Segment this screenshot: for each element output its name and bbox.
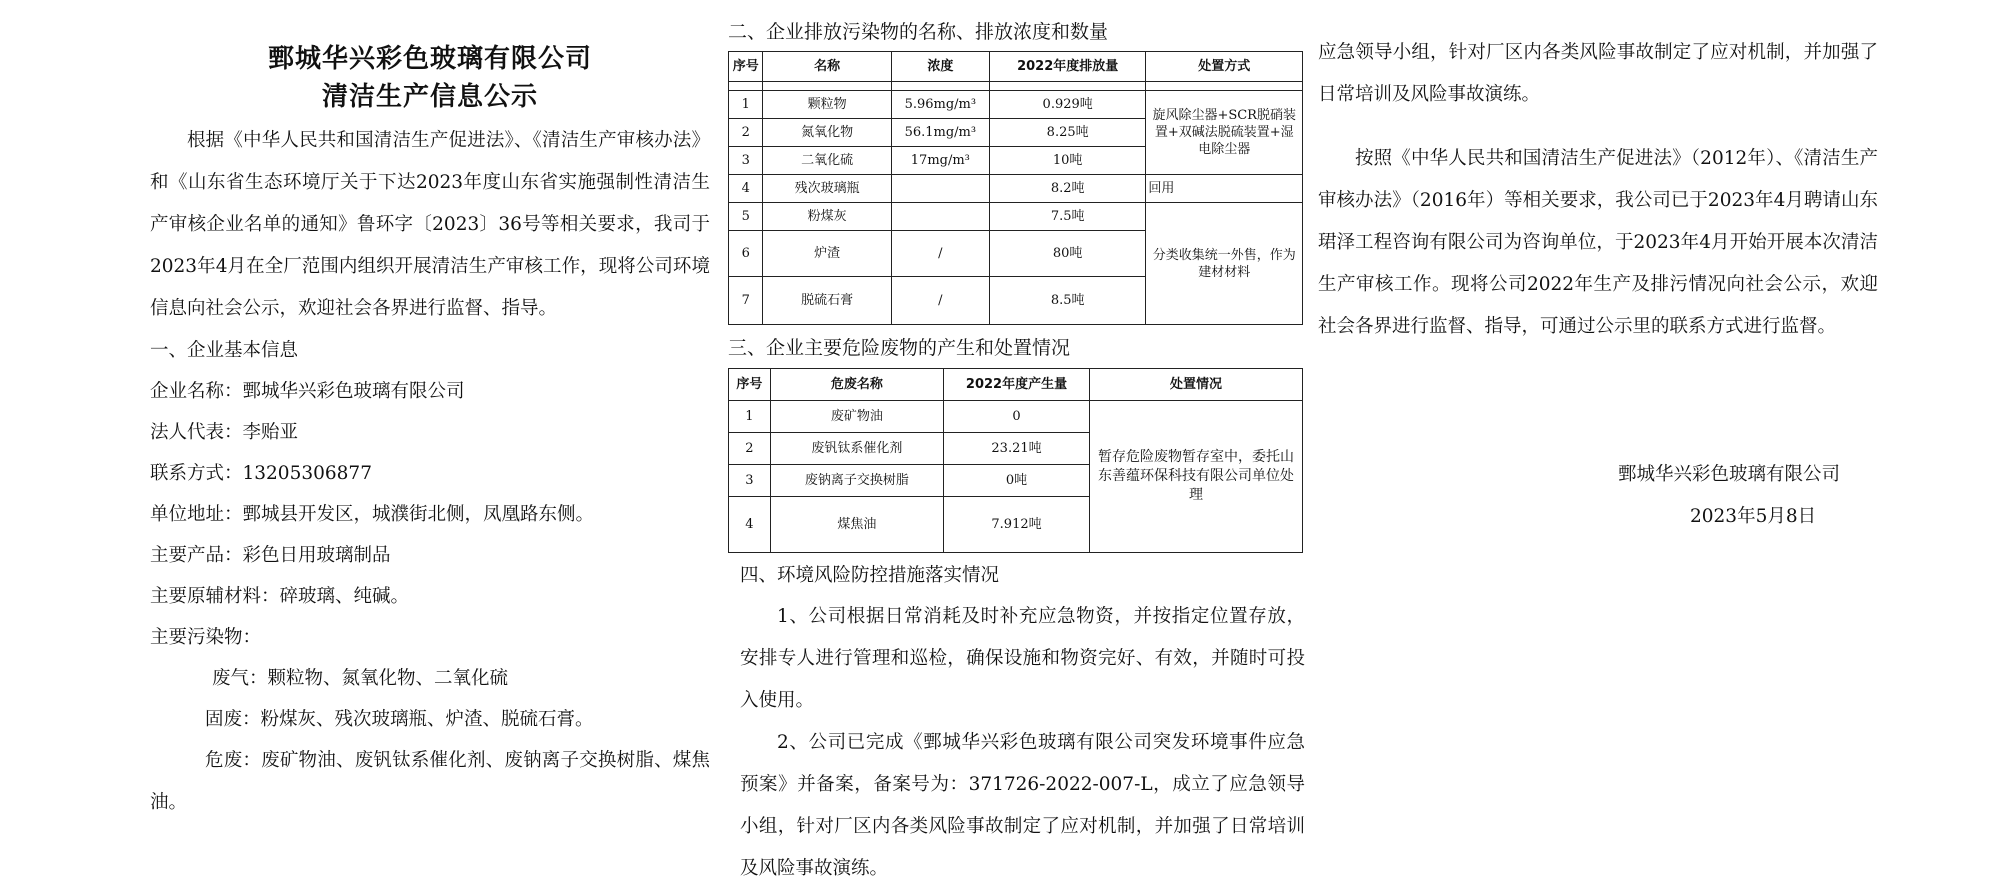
title-company: 鄄城华兴彩色玻璃有限公司 bbox=[267, 44, 592, 74]
closing-paragraph: 按照《中华人民共和国清洁生产促进法》（2012年）、《清洁生产审核办法》（2016年）等相关要求，我公司已于2023年4月聘请山东珺泽工程咨询有限公司为咨询单位，于2023年4月开始开展本次清洁生产审核工作。现将公司2022年生产及排污情况向社会公示，欢迎社会各界进行监督、指导，可通过公示里的联系方式进行监督。 bbox=[1318, 148, 1878, 337]
cell-name: 废矿物油 bbox=[770, 401, 943, 433]
section3-heading: 三、企业主要危险废物的产生和处置情况 bbox=[728, 337, 1071, 359]
signature-company: 鄄城华兴彩色玻璃有限公司 bbox=[1618, 464, 1841, 485]
cell-no: 7 bbox=[729, 277, 763, 325]
table-row bbox=[729, 175, 1303, 203]
column-right bbox=[1318, 0, 1878, 348]
signature-date: 2023年5月8日 bbox=[1690, 506, 1817, 527]
cell-name: 粉煤灰 bbox=[763, 203, 891, 231]
legal-representative: 法人代表：李贻亚 bbox=[150, 422, 299, 443]
cell-name: 煤焦油 bbox=[770, 497, 943, 553]
cell-name: 二氧化硫 bbox=[763, 147, 891, 175]
pollutants-heading: 主要污染物： bbox=[150, 627, 262, 648]
cell-no: 4 bbox=[729, 175, 763, 203]
cell-amount: 7.912吨 bbox=[943, 497, 1089, 553]
header-cell: 序号 bbox=[729, 369, 771, 401]
section4-paragraph-1: 1、公司根据日常消耗及时补充应急物资，并按指定位置存放，安排专人进行管理和巡检，确保设施和物资完好、有效，并随时可投入使用。 bbox=[740, 606, 1305, 711]
header-cell: 处置方式 bbox=[1146, 52, 1303, 82]
emissions-table bbox=[728, 51, 1303, 325]
section1-heading: 一、企业基本信息 bbox=[150, 340, 299, 361]
company-name: 企业名称：鄄城华兴彩色玻璃有限公司 bbox=[150, 381, 465, 402]
continued-text: 应急领导小组，针对厂区内各类风险事故制定了应对机制，并加强了日常培训及风险事故演练。 bbox=[1318, 42, 1878, 105]
cell-amount: 8.5吨 bbox=[989, 277, 1146, 325]
cell-name: 废钒钛系催化剂 bbox=[770, 433, 943, 465]
header-cell: 2022年度产生量 bbox=[943, 369, 1089, 401]
header-cell: 处置情况 bbox=[1090, 369, 1303, 401]
pollutants-solid: 固废：粉煤灰、残次玻璃瓶、炉渣、脱硫石膏。 bbox=[205, 709, 594, 730]
cell-amount: 10吨 bbox=[989, 147, 1146, 175]
table-row bbox=[729, 91, 1303, 119]
title-notice: 清洁生产信息公示 bbox=[321, 82, 538, 112]
cell-name: 残次玻璃瓶 bbox=[763, 175, 891, 203]
cell-amount: 0 bbox=[943, 401, 1089, 433]
column-middle bbox=[728, 0, 1305, 879]
cell-no: 4 bbox=[729, 497, 771, 553]
cell-no: 3 bbox=[729, 147, 763, 175]
cell-concentration: / bbox=[891, 277, 989, 325]
cell-name: 脱硫石膏 bbox=[763, 277, 891, 325]
header-cell: 浓度 bbox=[891, 52, 989, 82]
header-cell: 危废名称 bbox=[770, 369, 943, 401]
section4-paragraph-2: 2、公司已完成《鄄城华兴彩色玻璃有限公司突发环境事件应急预案》并备案，备案号为：371726-2022-007-L，成立了应急领导小组，针对厂区内各类风险事故制定了应对机制，并加强了日常培训及风险事故演练。 bbox=[740, 732, 1305, 879]
cell-no: 3 bbox=[729, 465, 771, 497]
table-row bbox=[729, 401, 1303, 433]
cell-name: 废钠离子交换树脂 bbox=[770, 465, 943, 497]
section4-paragraph-2-continued bbox=[1318, 32, 1878, 116]
hazard-table-header bbox=[729, 369, 1303, 401]
cell-concentration bbox=[891, 203, 989, 231]
pollutants-gas: 废气：颗粒物、氮氧化物、二氧化硫 bbox=[212, 668, 509, 689]
main-materials: 主要原辅材料：碎玻璃、纯碱。 bbox=[150, 586, 410, 607]
address: 单位地址：鄄城县开发区，城濮街北侧，凤凰路东侧。 bbox=[150, 504, 595, 525]
cell-no: 6 bbox=[729, 231, 763, 277]
cell-name: 颗粒物 bbox=[763, 91, 891, 119]
cell-amount: 80吨 bbox=[989, 231, 1146, 277]
section4-heading: 四、环境风险防控措施落实情况 bbox=[740, 565, 1000, 586]
cell-amount: 0吨 bbox=[943, 465, 1089, 497]
emissions-table-header bbox=[729, 52, 1303, 82]
contact-info: 联系方式：13205306877 bbox=[150, 463, 372, 484]
header-cell: 名称 bbox=[763, 52, 891, 82]
cell-amount: 7.5吨 bbox=[989, 203, 1146, 231]
cell-concentration: 5.96mg/m³ bbox=[891, 91, 989, 119]
section4-block bbox=[728, 555, 1305, 879]
main-product: 主要产品：彩色日用玻璃制品 bbox=[150, 545, 391, 566]
cell-concentration: 56.1mg/m³ bbox=[891, 119, 989, 147]
cell-no: 5 bbox=[729, 203, 763, 231]
cell-concentration bbox=[891, 175, 989, 203]
header-cell: 2022年度排放量 bbox=[989, 52, 1146, 82]
cell-name: 氮氧化物 bbox=[763, 119, 891, 147]
table-row bbox=[729, 203, 1303, 231]
cell-name: 炉渣 bbox=[763, 231, 891, 277]
cell-disposal: 暂存危险废物暂存室中，委托山东善蕴环保科技有限公司单位处理 bbox=[1090, 401, 1303, 553]
cell-no: 1 bbox=[729, 91, 763, 119]
column-left bbox=[150, 0, 710, 824]
cell-disposal-reuse: 回用 bbox=[1146, 175, 1303, 203]
intro-paragraph: 根据《中华人民共和国清洁生产促进法》、《清洁生产审核办法》和《山东省生态环境厅关于下达2023年度山东省实施强制性清洁生产审核企业名单的通知》鲁环字〔2023〕36号等相关要求，我司于2023年4月在全厂范围内组织开展清洁生产审核工作，现将公司环境信息向社会公示，欢迎社会各界进行监督、指导。 bbox=[150, 130, 710, 319]
cell-amount: 23.21吨 bbox=[943, 433, 1089, 465]
cell-amount: 8.25吨 bbox=[989, 119, 1146, 147]
cell-disposal-solid: 分类收集统一外售，作为建材材料 bbox=[1146, 203, 1303, 325]
cell-concentration: 17mg/m³ bbox=[891, 147, 989, 175]
hazardous-waste-table bbox=[728, 368, 1303, 553]
cell-concentration: / bbox=[891, 231, 989, 277]
cell-amount: 8.2吨 bbox=[989, 175, 1146, 203]
cell-no: 2 bbox=[729, 119, 763, 147]
pollutants-hazard: 危废：废矿物油、废钒钛系催化剂、废钠离子交换树脂、煤焦油。 bbox=[150, 750, 710, 813]
cell-disposal-gas: 旋风除尘器+SCR脱硝装置+双碱法脱硫装置+湿电除尘器 bbox=[1146, 91, 1303, 175]
cell-amount: 0.929吨 bbox=[989, 91, 1146, 119]
section2-heading: 二、企业排放污染物的名称、排放浓度和数量 bbox=[728, 21, 1109, 43]
cell-no: 1 bbox=[729, 401, 771, 433]
header-cell: 序号 bbox=[729, 52, 763, 82]
cell-no: 2 bbox=[729, 433, 771, 465]
